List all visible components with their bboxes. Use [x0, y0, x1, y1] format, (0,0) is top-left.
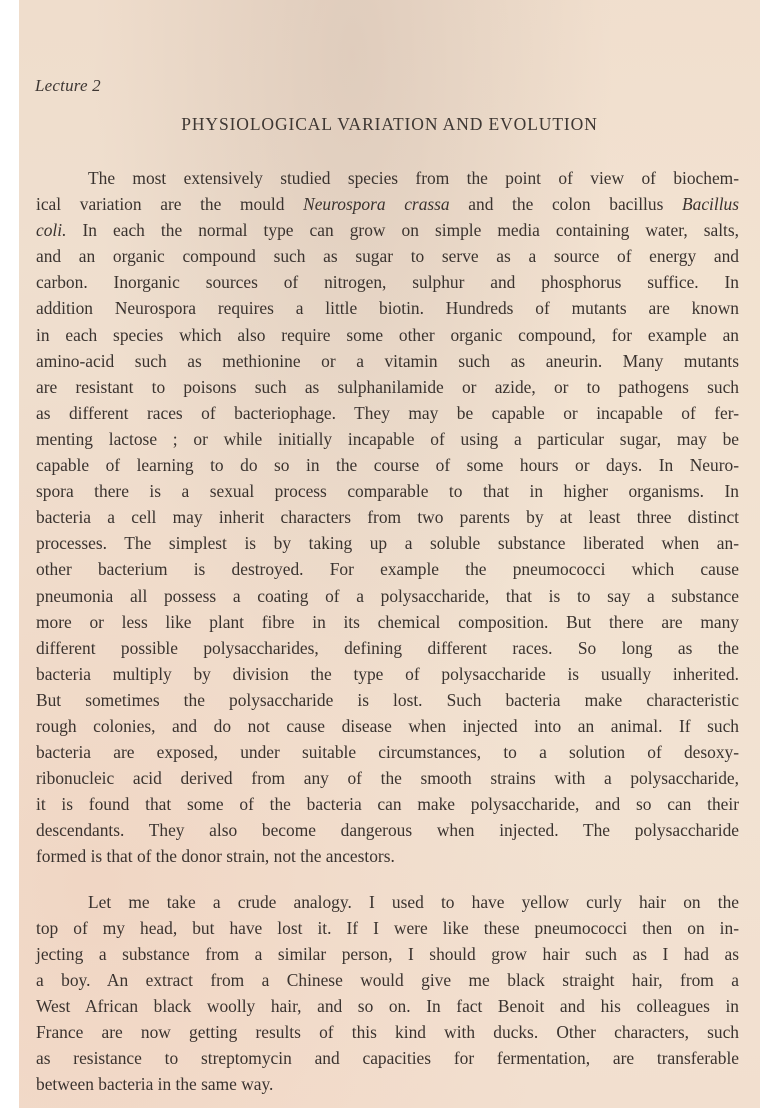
text-line: bacteria are exposed, under suitable circumstances, to a solution of desoxy- [36, 742, 739, 763]
text-line: between bacteria in the same way. [36, 1074, 274, 1095]
book-page [19, 0, 760, 1108]
text-line: West African black woolly hair, and so on. In fact Benoit and his colleagues in [36, 995, 739, 1016]
text-line: The most extensively studied species from the point of view of biochem- [88, 168, 739, 188]
text-line: are resistant to poisons such as sulphanilamide or azide, or to pathogens such [36, 376, 739, 397]
text-line: jecting a substance from a similar person, I should grow hair such as I had as [36, 943, 739, 964]
text-line: more or less like plant fibre in its chemical composition. But there are many [36, 611, 739, 632]
text-line: carbon. Inorganic sources of nitrogen, sulphur and phosphorus suffice. In [36, 272, 739, 293]
text-line: formed is that of the donor strain, not the ancestors. [36, 846, 395, 867]
text-line [36, 191, 739, 217]
text-span: and the colon bacillus [449, 194, 682, 215]
text-line: France are now getting results of this kind with ducks. Other characters, such [36, 1022, 739, 1042]
text-line: and an organic compound such as sugar to serve as a source of energy and [36, 246, 739, 267]
text-line: descendants. They also become dangerous when injected. The polysaccharide [36, 820, 739, 841]
text-line: other bacterium is destroyed. For example the pneumococci which cause [36, 559, 739, 580]
text-line: bacteria multiply by division the type of polysaccharide is usually inherited. [36, 663, 739, 684]
paragraph-gap [36, 870, 739, 889]
text-line: top of my head, but have lost it. If I were like these pneumococci then on in- [36, 917, 739, 938]
text-line: in each species which also require some other organic compound, for example an [36, 324, 739, 345]
paragraph-2 [36, 889, 739, 1098]
chapter-title: PHYSIOLOGICAL VARIATION AND EVOLUTION [181, 114, 598, 134]
body-text [36, 165, 739, 1097]
text-line: ribonucleic acid derived from any of the smooth strains with a polysaccharide, [36, 768, 739, 789]
italic-term: coli. [36, 220, 67, 241]
text-line: But sometimes the polysaccharide is lost. Such bacteria make characteristic [36, 689, 739, 710]
italic-term: Neurospora crassa [303, 194, 450, 215]
text-line: as resistance to streptomycin and capacities for fermentation, are transferable [36, 1048, 739, 1069]
running-head: Lecture 2 [35, 76, 101, 95]
text-line: Let me take a crude analogy. I used to have yellow curly hair on the [88, 891, 739, 912]
text-line: pneumonia all possess a coating of a polysaccharide, that is to say a substance [36, 585, 739, 606]
text-line: a boy. An extract from a Chinese would give me black straight hair, from a [36, 969, 739, 990]
text-line: different possible polysaccharides, defining different races. So long as the [36, 637, 739, 658]
text-line: spora there is a sexual process comparable to that in higher organisms. In [36, 481, 739, 502]
text-line: it is found that some of the bacteria can make polysaccharide, and so can their [36, 794, 739, 815]
text-line: as different races of bacteriophage. They may be capable or incapable of fer- [36, 402, 739, 423]
text-line [36, 217, 739, 243]
italic-term: Bacillus [682, 194, 739, 215]
text-line: amino-acid such as methionine or a vitamin such as aneurin. Many mutants [36, 350, 739, 371]
text-span: In each the normal type can grow on simple media containing water, salts, [66, 220, 739, 241]
text-line: bacteria a cell may inherit characters from two parents by at least three distinct [36, 507, 739, 528]
text-line: processes. The simplest is by taking up a soluble substance liberated when an- [36, 533, 739, 554]
text-line: rough colonies, and do not cause disease when injected into an animal. If such [36, 715, 739, 736]
text-span: ical variation are the mould [36, 194, 304, 215]
text-line: menting lactose ; or while initially incapable of using a particular sugar, may be [36, 428, 739, 449]
text-line: capable of learning to do so in the course of some hours or days. In Neuro- [36, 455, 739, 476]
paragraph-1 [36, 165, 739, 870]
text-line: addition Neurospora requires a little biotin. Hundreds of mutants are known [36, 298, 739, 319]
